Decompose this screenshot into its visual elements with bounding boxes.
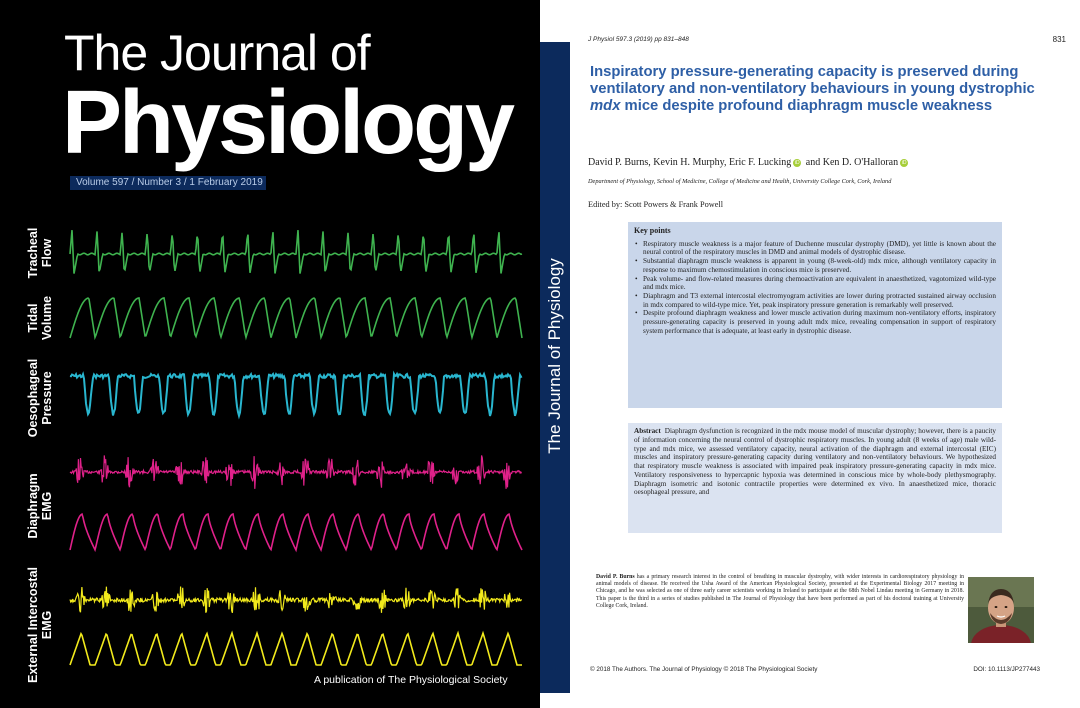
abstract-box (628, 423, 1002, 533)
cover-issue-bar: Volume 597 / Number 3 / 1 February 2019 (70, 176, 266, 190)
orcid-icon[interactable]: iD (794, 160, 800, 166)
intercostal-emg-integrated-trace (70, 633, 522, 665)
oesophageal-pressure-trace (70, 374, 522, 416)
doi-line: DOI: 10.1113/JP277443 (973, 666, 1040, 673)
key-points-heading: Key points (634, 226, 671, 235)
page-number: 831 (1052, 35, 1066, 44)
key-points-box (628, 222, 1002, 408)
journal-spine-text: The Journal of Physiology (545, 258, 564, 454)
key-point: • Substantial diaphragm muscle weakness is apparent in young (8-week-old) mdx mice, although ventilatory capacity in response to maximum chemostimulation in conscious mice is preserved. (634, 257, 996, 274)
abstract-heading: Abstract (634, 427, 661, 435)
cover-title-line2: Physiology (62, 73, 513, 173)
author-affiliation: Department of Physiology, School of Medicine, College of Medicine and Health, University College Cork, Cork, Ireland (588, 178, 892, 185)
cover-publisher-line: A publication of The Physiological Society (314, 674, 508, 686)
tidal-volume-trace (70, 298, 522, 338)
key-point: • Peak volume- and flow-related measures during chemoactivation are equivalent in anaesthetized, vagotomized wild-type and mdx mice. (634, 275, 996, 292)
running-head: J Physiol 597.3 (2019) pp 831–848 (588, 36, 689, 43)
trace-label-oesophageal-pressure: Oesophageal Pressure (26, 358, 54, 438)
trace-label-diaphragm-emg: Diaphragm EMG (26, 473, 54, 539)
intercostal-emg-raw-trace (70, 587, 522, 613)
copyright-line: © 2018 The Authors. The Journal of Physiology © 2018 The Physiological Society (590, 666, 818, 673)
tracheal-flow-trace (70, 230, 522, 274)
cover-title-line1: The Journal of (64, 25, 370, 81)
edited-by: Edited by: Scott Powers & Frank Powell (588, 200, 724, 209)
article-authors: David P. Burns, Kevin H. Murphy, Eric F. Lucking iD and Ken D. O'Halloran iD (588, 157, 907, 168)
article-first-page (540, 0, 1080, 708)
abstract-text: Diaphragm dysfunction is recognized in the mdx mouse model of muscular dystrophy; however, there is a paucity of information concerning the neural control of dystrophic respiratory muscles. In young adult (8 weeks of age) male wild-type and mdx mice, we assessed ventilatory capacity, neural activation of the diaphragm and external intercostal (EIC) muscles and inspiratory pressure-generating capacity during ventilatory and non-ventilatory behaviours. We hypothesized that respiratory muscle weakness is associated with impaired peak inspiratory pressure-generating capacity in mdx mice. Ventilatory responsiveness to hypercapnic hypoxia was determined in conscious mice by whole-body plethysmography. Diaphragm isometric and isotonic contractile properties were determined ex vivo. In anaesthetized mice, thoracic oesophageal pressure, and (634, 427, 997, 497)
cover-physiology-traces (60, 220, 530, 675)
article-title: Inspiratory pressure-generating capacity is preserved during ventilatory and non-ventilatory behaviours in young dystrophic mdx mice despite profound diaphragm muscle weakness (590, 64, 1035, 114)
key-point: • Diaphragm and T3 external intercostal electromyogram activities are lower during protracted sustained airway occlusion in mdx compared to wild-type mice. Yet, peak inspiratory pressure generation is remarkably well preserved. (634, 292, 996, 309)
trace-label-tracheal-flow: Tracheal Flow (26, 227, 54, 279)
diaphragm-emg-integrated-trace (70, 514, 522, 550)
trace-label-tidal-volume: Tidal Volume (26, 295, 54, 341)
orcid-icon[interactable]: iD (901, 160, 907, 166)
key-point: • Respiratory muscle weakness is a major feature of Duchenne muscular dystrophy (DMD), yet little is known about the neural control of the respiratory muscles in DMD and animal models of dystrophic disease. (634, 240, 996, 257)
author-photo (968, 577, 1034, 643)
author-bio: David P. Burns has a primary research interest in the control of breathing in muscular dystrophy, with wider interests in cardiorespiratory physiology in animal models of disease. He received the Usha Award of the American Physiological Society, presented at the Experimental Biology 2017 meeting in Chicago, and he was selected as one of three early career scientists working in Ireland to participate at the 68th Nobel Lindau meeting in Germany in 2018. This paper is the third in a series of studies published in The Journal of Physiology that have been performed as part of his doctoral training at University College Cork, Ireland. (596, 574, 964, 609)
trace-label-intercostal-emg: External Intercostal EMG (26, 566, 54, 684)
key-point: • Despite profound diaphragm weakness and lower muscle activation during maximum non-ventilatory efforts, inspiratory pressure-generating capacity is preserved in young adult mdx mice, revealing compensation in support of respiratory system performance that is adequate, at least early in dystrophic disease. (634, 309, 996, 335)
diaphragm-emg-raw-trace (70, 455, 522, 488)
